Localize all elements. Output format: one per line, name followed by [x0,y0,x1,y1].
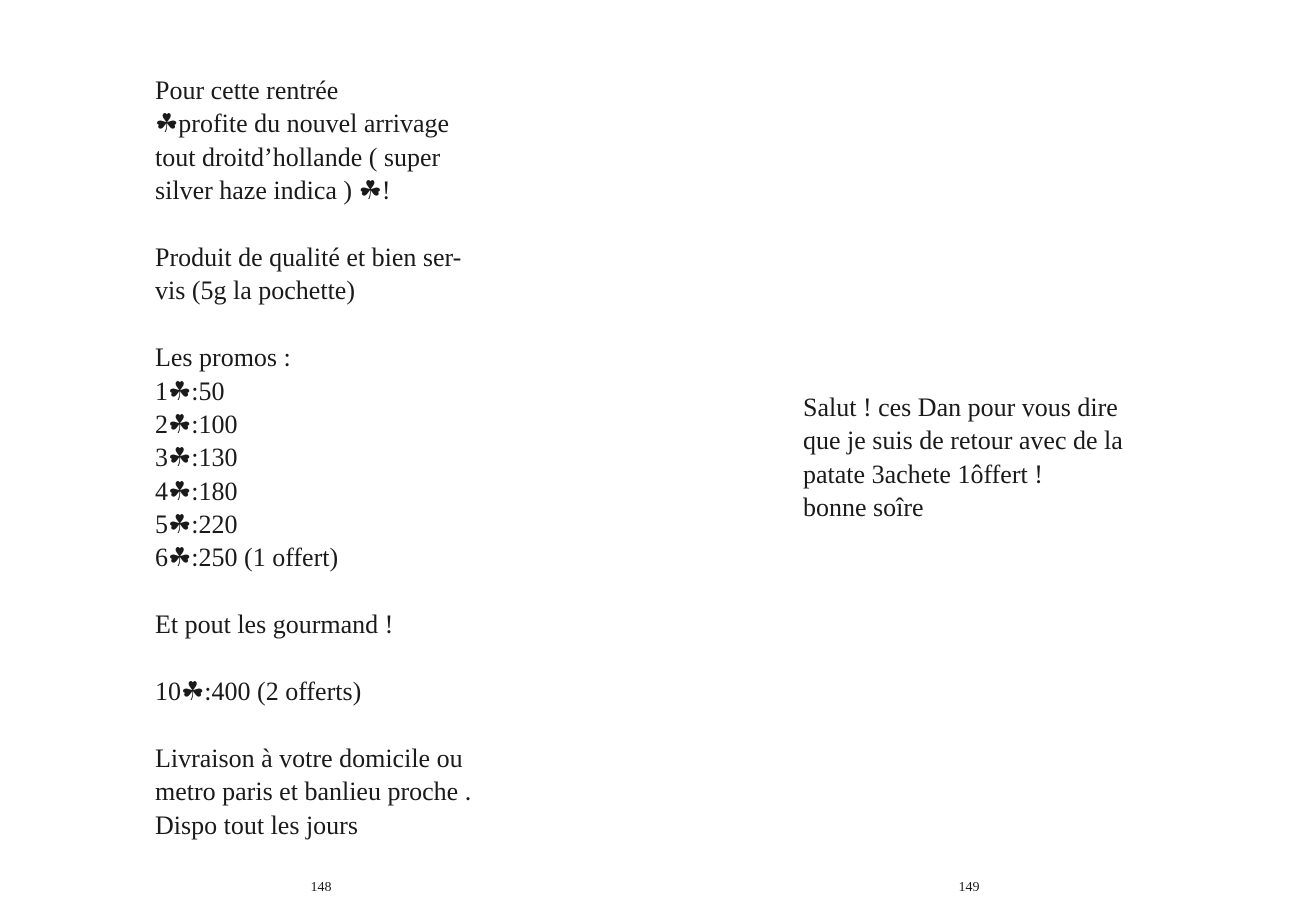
blank-line [155,708,471,741]
text-line: bonne soîre [803,493,924,523]
text-line: Livraison à votre domicile ou [155,743,463,773]
blank-line [155,642,471,675]
promo-line: 10☘:400 (2 offerts) [155,677,362,707]
promo-line: 1☘:50 [155,376,225,406]
text-line: Dispo tout les jours [155,810,358,840]
text-line: Les promos : [155,343,291,373]
blank-line [155,308,471,341]
text-line: que je suis de retour avec de la [803,426,1123,456]
blank-line [155,575,471,608]
page-number: 149 [958,880,980,895]
promo-line: 2☘:100 [155,409,238,439]
left-page-text [155,74,471,842]
text-line: Produit de qualité et bien ser- [155,242,462,272]
text-line: Salut ! ces Dan pour vous dire [803,393,1118,422]
promo-line: 5☘:220 [155,510,238,540]
text-line: Et pout les gourmand ! [155,610,394,640]
text-line: metro paris et banlieu proche . [155,777,472,807]
right-page-text [803,391,1123,525]
promo-line: 3☘:130 [155,443,238,473]
promo-line: 4☘:180 [155,476,238,506]
promo-line: 6☘:250 (1 offert) [155,543,339,573]
text-line: patate 3achete 1ôffert ! [803,459,1043,489]
text-line: Pour cette rentrée [155,76,339,105]
page-number: 148 [310,880,332,895]
text-line: vis (5g la pochette) [155,276,355,306]
blank-line [155,208,471,241]
text-line: ☘profite du nouvel arrivage [155,109,450,139]
right-page [645,0,1290,913]
text-line: silver haze indica ) ☘! [155,176,391,206]
text-line: tout droitd’hollande ( super [155,142,441,172]
